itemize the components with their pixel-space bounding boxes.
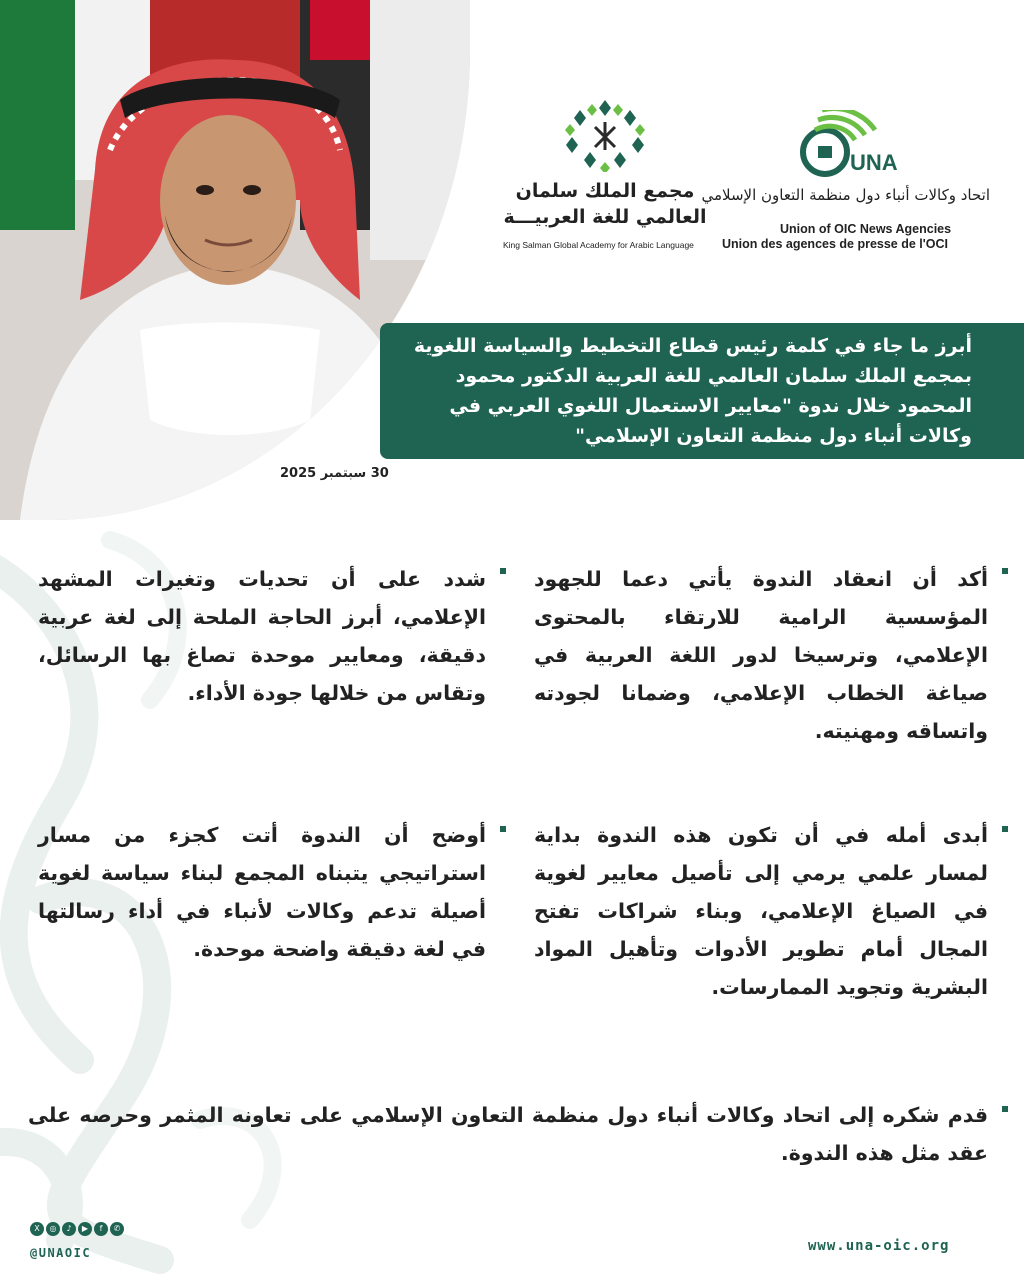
headline-banner <box>380 323 1024 459</box>
bullet-marker <box>500 568 506 574</box>
ksga-arabic-name-1: مجمع الملك سلمان <box>515 180 695 202</box>
website-link[interactable]: www.una-oic.org <box>808 1238 950 1254</box>
tiktok-icon[interactable]: ♪ <box>62 1222 76 1236</box>
una-arabic-name: اتحاد وكالات أنباء دول منظمة التعاون الإسلامي <box>701 186 990 204</box>
bullet-marker <box>500 826 506 832</box>
publish-date: 30 سبتمبر 2025 <box>280 466 389 481</box>
point-5: قدم شكره إلى اتحاد وكالات أنباء دول منظمة التعاون الإسلامي على تعاونه المثمر وحرصه على عقد مثل هذه الندوة. <box>28 1103 988 1165</box>
facebook-icon[interactable]: f <box>94 1222 108 1236</box>
whatsapp-icon[interactable]: ✆ <box>110 1222 124 1236</box>
una-mark: UNA <box>850 150 898 175</box>
ksga-arabic-name-2: العالمي للغة العربيـــة <box>503 206 707 228</box>
social-icons <box>30 1222 124 1236</box>
x-icon[interactable]: X <box>30 1222 44 1236</box>
headline-text: أبرز ما جاء في كلمة رئيس قطاع التخطيط والسياسة اللغوية بمجمع الملك سلمان العالمي للغة العربية الدكتور محمود المحمود خلال ندوة "معايير الاستعمال اللغوي العربي في وكالات أنباء دول منظمة التعاون الإسلامي" <box>413 335 972 447</box>
social-handle[interactable]: @UNAOIC <box>30 1246 92 1260</box>
point-2: شدد على أن تحديات وتغيرات المشهد الإعلامي، أبرز الحاجة الملحة إلى لغة عربية دقيقة، ومعايير موحدة تصاغ بها الرسائل، وتقاس من خلالها جودة الأداء. <box>38 567 486 705</box>
point-4: أوضح أن الندوة أتت كجزء من مسار استراتيجي يتبناه المجمع لبناء سياسة لغوية أصيلة تدعم وكالات لأنباء في أداء رسالتها في لغة دقيقة واضحة موحدة. <box>38 823 486 961</box>
bullet-marker <box>1002 568 1008 574</box>
instagram-icon[interactable]: ◎ <box>46 1222 60 1236</box>
youtube-icon[interactable]: ▶ <box>78 1222 92 1236</box>
ksga-english-name: King Salman Global Academy for Arabic Language <box>503 240 694 250</box>
bullet-marker <box>1002 1106 1008 1112</box>
una-english-name: Union of OIC News Agencies <box>780 222 952 236</box>
una-logo <box>701 110 990 260</box>
ksga-logo <box>500 92 710 262</box>
point-3: أبدى أمله في أن تكون هذه الندوة بداية لمسار علمي يرمي إلى تأصيل معايير لغوية في الصياغ الإعلامي، وبناء شراكات تفتح المجال أمام تطوير الأدوات وتأهيل المواد البشرية وتجويد الممارسات. <box>534 823 988 999</box>
ksga-emblem-icon <box>500 92 710 172</box>
una-french-name: Union des agences de presse de l'OCI <box>722 237 948 251</box>
bullet-marker <box>1002 826 1008 832</box>
point-1: أكد أن انعقاد الندوة يأتي دعما للجهود المؤسسية الرامية للارتقاء بالمحتوى الإعلامي، وترسيخا لدور اللغة العربية في صياغة الخطاب الإعلامي، وضمانا لجودته واتساقه ومهنيته. <box>534 567 988 743</box>
